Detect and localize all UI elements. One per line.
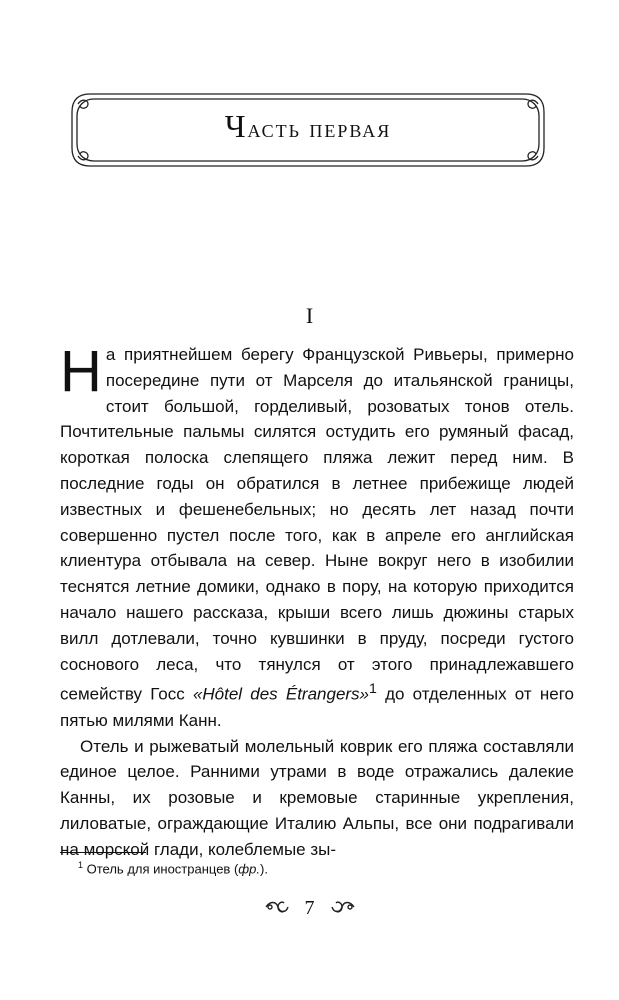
footnote: $^1$ Отель для иностранцев (фр.). (78, 860, 268, 877)
footnote-reference: 1 (369, 681, 377, 698)
part-title: Часть первая (224, 108, 392, 144)
body-text (60, 339, 574, 863)
part-title-frame (68, 90, 548, 170)
footnote-divider (60, 852, 146, 853)
page-number: 7 (304, 897, 315, 919)
fleuron-icon (330, 898, 356, 921)
paragraph-2: Отель и рыжеватый молельный коврик его пляжа составляли единое целое. Ранними утрами в воде отражались далекие Канны, их розовые и кремовые старинные укрепления, лиловатые, ограждающие Италию Альпы, все они подрагивали на морской глади, колеблемые зы- (60, 736, 574, 859)
hotel-name: «Hôtel des Étrangers» (192, 685, 370, 705)
drop-cap: Н (60, 339, 102, 404)
paragraph-1: На приятнейшем берегу Французской Ривьеры, примерно посередине пути от Марселя до итальянской границы, стоит большой, горделивый, розоватых тонов отель. Почтительные пальмы силятся остудить его румяный фасад, короткая полоска слепящего пляжа лежит перед ним. В последние годы он обратился в летнее прибежище людей известных и фешенебельных; но десять лет назад почти совершенно пустел после того, как в апреле его английская клиентура отбывала на север. Ныне вокруг него в изобилии теснятся летние домики, однако в пору, на которую приходится начало нашего рассказа, крыши всего лишь дюжины старых вилл дотлевали, точно кувшинки в пруду, посреди густого соснового леса, что тянулся от этого принадлежавшего семейству Госс «Hôtel des Étrangers»$^1$ до отделенных от него пятью милями Канн. (60, 339, 574, 730)
page-footer (0, 897, 619, 921)
chapter-number: I (305, 303, 314, 328)
fleuron-icon (264, 898, 290, 921)
